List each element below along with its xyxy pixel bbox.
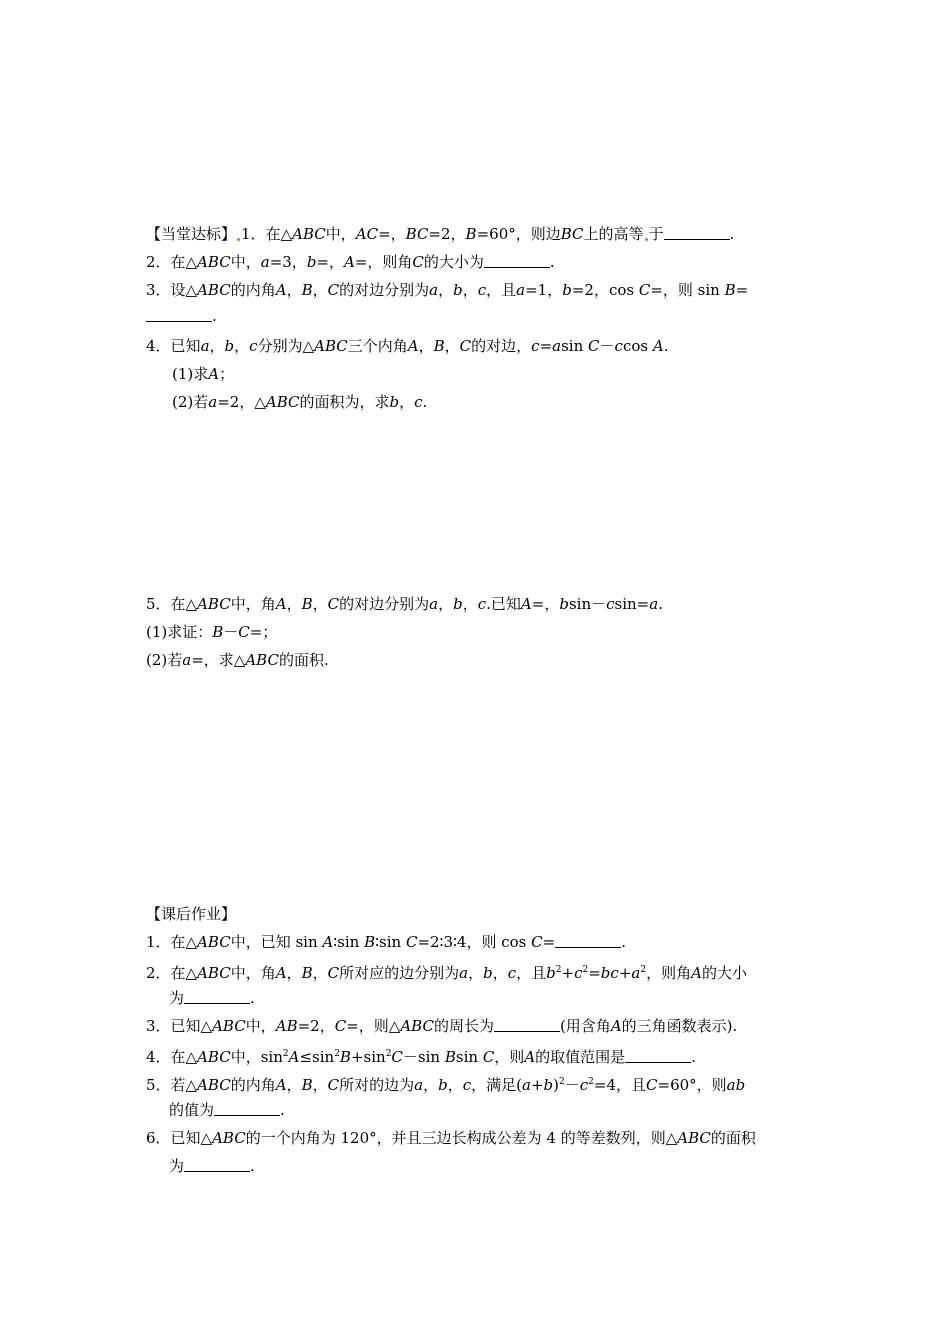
answer-blank[interactable]: [184, 989, 250, 1004]
section-title-homework: 【课后作业】: [146, 905, 237, 923]
exercise-4: 4．已知a，b，c分别为△ABC三个内角A，B，C的对边，c=asin C－ccos A.: [146, 337, 669, 355]
exercise-5: 5．在△ABC中，角A，B，C的对边分别为a，b，c.已知A=，bsin－csin=a.: [146, 595, 663, 613]
answer-blank[interactable]: [184, 1157, 250, 1172]
section-title-in-class: 【当堂达标】: [146, 225, 237, 243]
exercise-5-part-2: (2)若a=，求△ABC的面积.: [146, 651, 329, 669]
exercise-5-part-1: (1)求证：B－C=；: [146, 623, 278, 641]
homework-5: 5．若△ABC的内角A，B，C所对的边为a，b，c，满足$(a+b)^2-c^2=4$，且C=60°，则ab: [146, 1076, 746, 1094]
homework-3: 3．已知△ABC中，AB=2，C=，则△ABC的周长为 (用含角A的三角函数表示).: [146, 1017, 738, 1035]
margin-dot: [237, 238, 240, 241]
answer-blank[interactable]: [555, 933, 621, 948]
homework-2: 2．在△ABC中，角A，B，C所对应的边分别为a，b，c，且$b^2+c^2=bc+a^2$，则角A的大小: [146, 964, 747, 982]
answer-blank[interactable]: [214, 1101, 280, 1116]
answer-blank[interactable]: [625, 1048, 691, 1063]
answer-blank[interactable]: [146, 307, 212, 322]
margin-dot: [645, 238, 648, 241]
homework-6: 6．已知△ABC的一个内角为 120°，并且三边长构成公差为 4 的等差数列，则△ABC的面积: [146, 1129, 756, 1147]
answer-blank[interactable]: [484, 253, 550, 268]
exercise-3: 3．设△ABC的内角A，B，C的对边分别为a，b，c，且a=1，b=2，cos C=，则 sin B=: [146, 281, 749, 299]
exercise-4-part-1: (1)求A；: [172, 365, 235, 383]
homework-1: 1．在△ABC中，已知 sin A∶sin B∶sin C=2∶3∶4，则 cos C= .: [146, 933, 626, 951]
exercise-1: 【当堂达标】 1．在△ABC中，AC=，BC=2，B=60°，则边BC上的高等 于 .: [146, 225, 735, 243]
homework-4: 4．在△ABC中，$\sin^2A\le\sin^2B+\sin^2C-\sin$ Bsin C，则A的取值范围是 .: [146, 1048, 696, 1066]
homework-2-cont: 为 .: [169, 989, 255, 1007]
answer-blank[interactable]: [664, 225, 730, 240]
exercise-4-part-2: (2)若a=2，△ABC的面积为，求b，c.: [172, 393, 428, 411]
homework-5-cont: 的值为 .: [169, 1101, 285, 1119]
exercise-3-cont: .: [146, 306, 217, 326]
homework-6-cont: 为 .: [169, 1157, 255, 1175]
exercise-2: 2．在△ABC中，a=3，b=，A=，则角C的大小为 .: [146, 253, 555, 271]
answer-blank[interactable]: [494, 1017, 560, 1032]
